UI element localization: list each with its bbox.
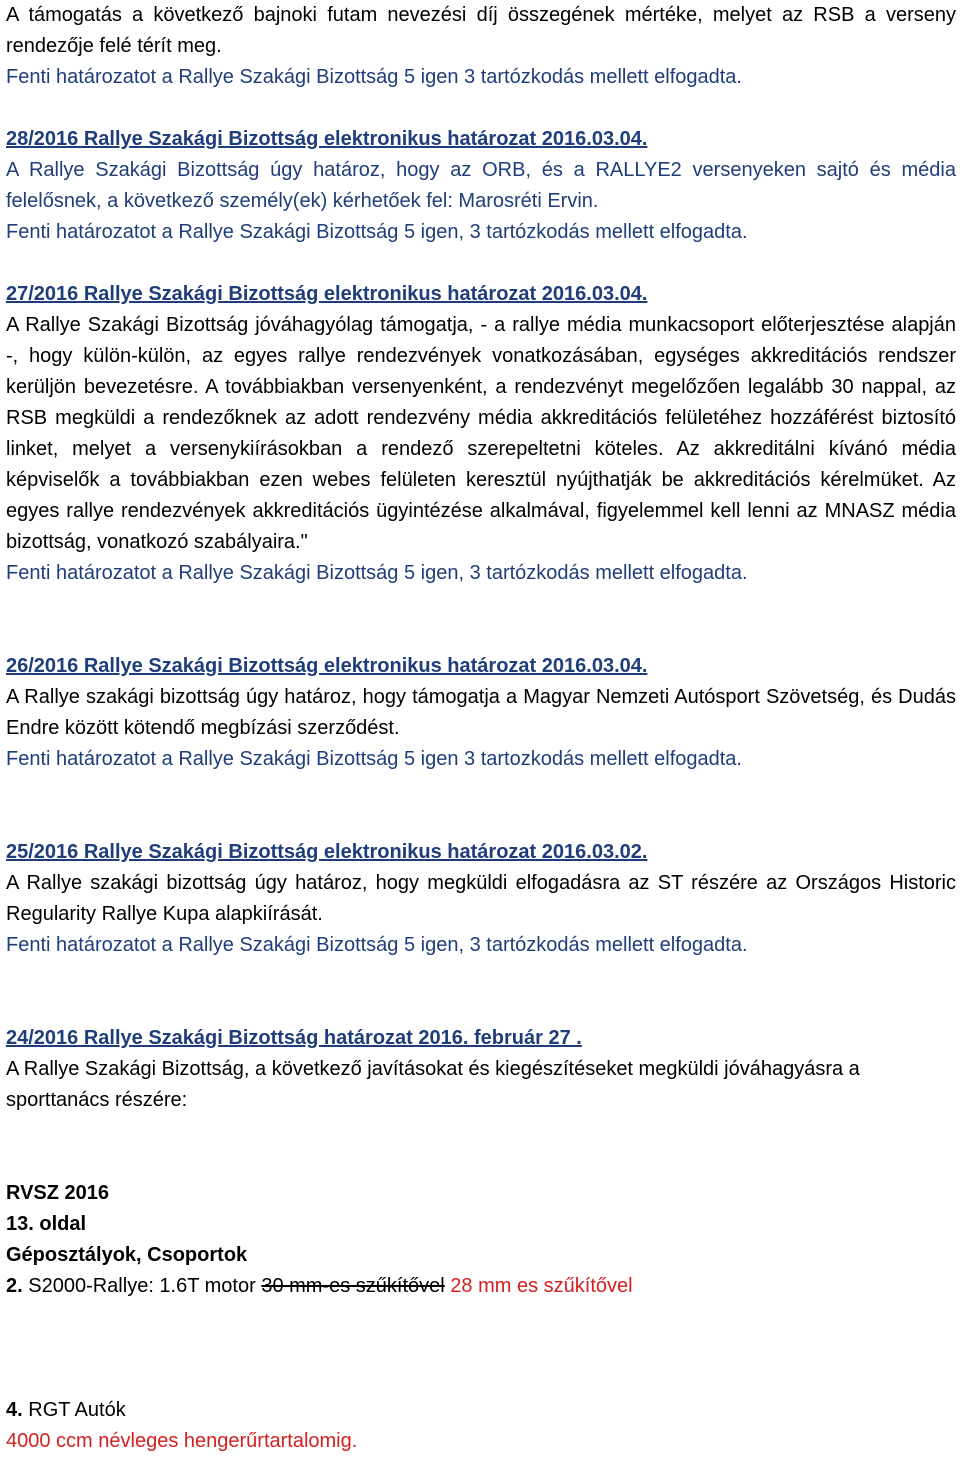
intro-paragraph: A támogatás a következő bajnoki futam nevezési díj összegének mértéke, melyet az RSB a verseny rendezője felé térít meg.: [6, 4, 956, 57]
amendment-item-2: [6, 1271, 956, 1302]
decision-heading: 27/2016 Rallye Szakági Bizottság elektronikus határozat 2016.03.04.: [6, 283, 648, 305]
spacer: [6, 248, 956, 279]
decision-27: [6, 279, 956, 589]
decision-body: A Rallye szakági bizottság úgy határoz, hogy támogatja a Magyar Nemzeti Autósport Szövetség, és Dudás Endre között kötendő megbízási szerződést.: [6, 686, 956, 739]
item-text: RGT Autók: [28, 1399, 126, 1421]
decision-vote-result: Fenti határozatot a Rallye Szakági Bizottság 5 igen 3 tartozkodás mellett elfogadta.: [6, 748, 742, 770]
amendment-block: [6, 1178, 956, 1457]
spacer: [6, 1302, 956, 1395]
struck-text: 30 mm-es szűkítővel: [261, 1275, 445, 1297]
decision-vote-result: Fenti határozatot a Rallye Szakági Bizottság 5 igen, 3 tartózkodás mellett elfogadta.: [6, 221, 748, 243]
decision-body: A Rallye Szakági Bizottság jóváhagyólag támogatja, - a rallye média munkacsoport előterjesztése alapján -, hogy külön-külön, az egyes rallye rendezvények vonatkozásában, egységes akkreditációs rendszer kerüljön bevezetésre. A továbbiakban versenyenként, a rendezvényt megelőzően legalább 30 nappal, az RSB megküldi a rendezőknek az adott rendezvény média akkreditációs felületéhez hozzáférést biztosító linket, melyet a versenykiírásokban a rendező szerepeltetni köteles. Az akkreditálni kívánó média képviselők a továbbiakban ezen webes felületen keresztül nyújthatják be akkreditációs kérelmüket. Az egyes rallye rendezvények akkreditációs ügyintézése alkalmával, figyelemmel kell lenni az MNASZ média bizottság, vonatkozó szabályaira.": [6, 314, 956, 553]
spacer: [6, 961, 956, 1023]
intro-vote-result: Fenti határozatot a Rallye Szakági Bizottság 5 igen 3 tartózkodás mellett elfogadta.: [6, 66, 742, 88]
decision-26: [6, 651, 956, 775]
spacer: [6, 1116, 956, 1178]
decision-heading: 24/2016 Rallye Szakági Bizottság határozat 2016. február 27 .: [6, 1027, 582, 1049]
spacer: [6, 775, 956, 837]
decision-vote-result: Fenti határozatot a Rallye Szakági Bizottság 5 igen, 3 tartózkodás mellett elfogadta.: [6, 562, 748, 584]
item-number: 2.: [6, 1275, 23, 1297]
item-text: S2000-Rallye: 1.6T motor: [28, 1275, 262, 1297]
section-title: Géposztályok, Csoportok: [6, 1244, 248, 1266]
decision-28: [6, 124, 956, 248]
decision-heading: 26/2016 Rallye Szakági Bizottság elektronikus határozat 2016.03.04.: [6, 655, 648, 677]
decision-body: A Rallye Szakági Bizottság úgy határoz, hogy az ORB, és a RALLYE2 versenyeken sajtó és média felelősnek, a következő személy(ek) kérhetőek fel: Marosréti Ervin.: [6, 159, 956, 212]
decision-body: A Rallye szakági bizottság úgy határoz, hogy megküldi elfogadásra az ST részére az Országos Historic Regularity Rallye Kupa alapkiírását.: [6, 872, 956, 925]
decision-24: [6, 1023, 956, 1116]
amendment-item-4: [6, 1395, 956, 1426]
decision-25: [6, 837, 956, 961]
spacer: [6, 93, 956, 124]
item-number: 4.: [6, 1399, 23, 1421]
rule-title: RVSZ 2016: [6, 1182, 110, 1204]
inserted-text: 4000 ccm névleges hengerűrtartalomig.: [6, 1430, 358, 1452]
spacer: [6, 589, 956, 651]
decision-body: A Rallye Szakági Bizottság, a következő javításokat és kiegészítéseket megküldi jóváhagyásra a sporttanács részére:: [6, 1058, 860, 1111]
inserted-text: 28 mm es szűkítővel: [444, 1275, 633, 1297]
decision-heading: 25/2016 Rallye Szakági Bizottság elektronikus határozat 2016.03.02.: [6, 841, 648, 863]
decision-vote-result: Fenti határozatot a Rallye Szakági Bizottság 5 igen, 3 tartózkodás mellett elfogadta.: [6, 934, 748, 956]
page-reference: 13. oldal: [6, 1213, 87, 1235]
document-page: [6, 0, 956, 1457]
decision-heading: 28/2016 Rallye Szakági Bizottság elektronikus határozat 2016.03.04.: [6, 128, 648, 150]
